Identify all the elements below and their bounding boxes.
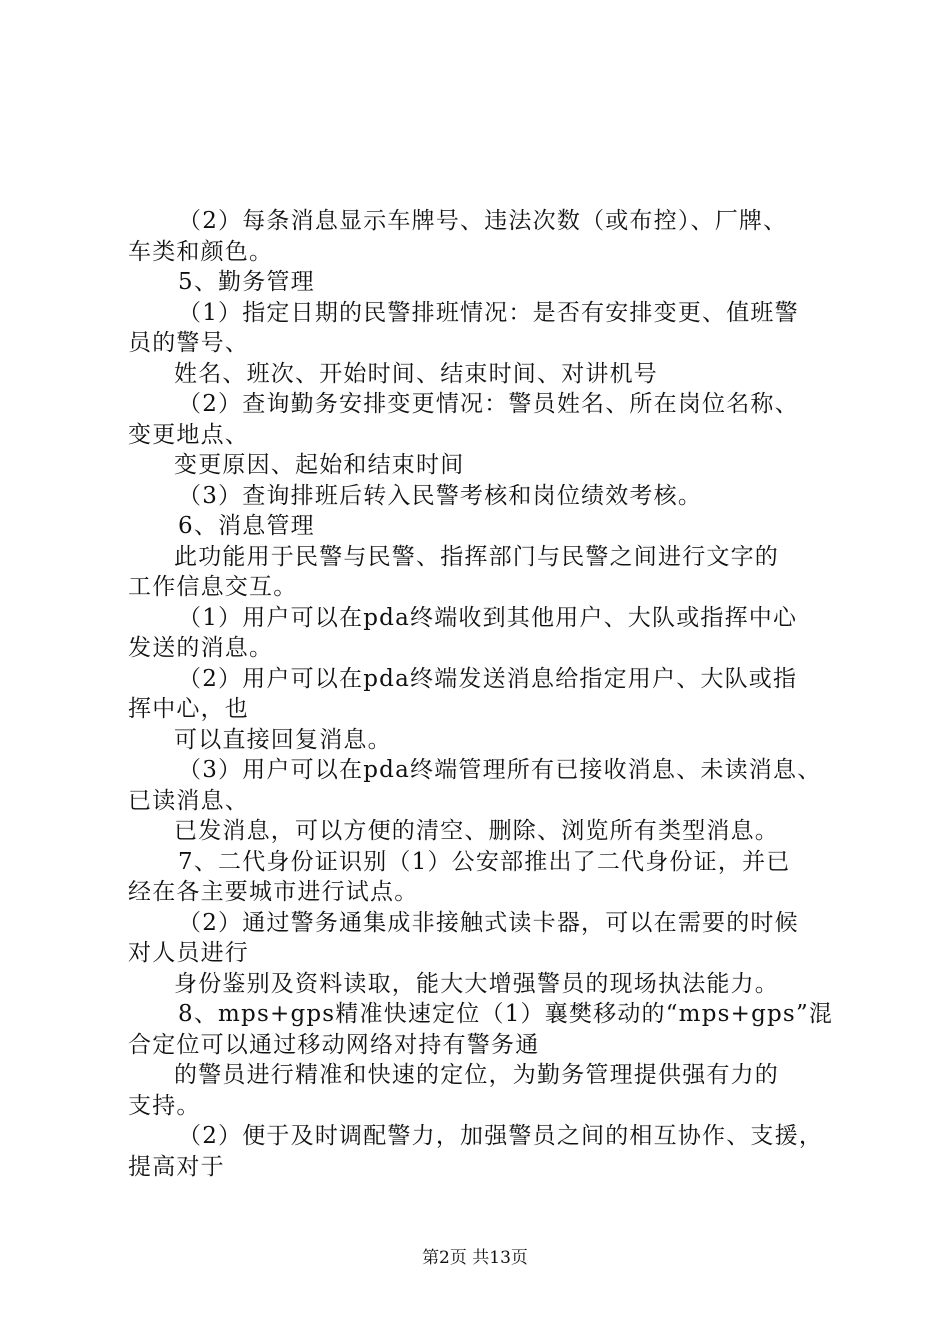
text-line: 工作信息交互。 bbox=[128, 574, 298, 600]
text-line: （1）指定日期的民警排班情况：是否有安排变更、值班警 bbox=[178, 299, 799, 326]
text-line: 变更地点、 bbox=[128, 421, 249, 448]
text-line: 6、消息管理 bbox=[178, 513, 315, 539]
text-line: 身份鉴别及资料读取，能大大增强警员的现场执法能力。 bbox=[174, 970, 779, 997]
text-line: 支持。 bbox=[128, 1092, 201, 1119]
text-line: 发送的消息。 bbox=[128, 635, 274, 661]
text-line: （1）用户可以在pda终端收到其他用户、大队或指挥中心 bbox=[178, 604, 798, 631]
text-line: 7、二代身份证识别（1）公安部推出了二代身份证，并已 bbox=[178, 848, 791, 875]
text-line: 提高对于 bbox=[128, 1153, 225, 1180]
text-line: 员的警号、 bbox=[128, 330, 249, 356]
text-line: 合定位可以通过移动网络对持有警务通 bbox=[128, 1031, 540, 1058]
text-line: （2）每条消息显示车牌号、违法次数（或布控）、厂牌、 bbox=[178, 208, 788, 234]
document-body bbox=[128, 206, 848, 1182]
text-line: 车类和颜色。 bbox=[128, 238, 274, 265]
text-line: 的警员进行精准和快速的定位，为勤务管理提供强有力的 bbox=[174, 1062, 779, 1088]
text-line: 已读消息、 bbox=[128, 787, 249, 814]
text-line: 变更原因、起始和结束时间 bbox=[174, 452, 465, 478]
text-line: （2）便于及时调配警力，加强警员之间的相互协作、支援， bbox=[178, 1123, 824, 1149]
text-line: 挥中心，也 bbox=[128, 696, 249, 722]
page-footer: 第2页 共13页 bbox=[422, 1248, 528, 1268]
text-line: 经在各主要城市进行试点。 bbox=[128, 879, 419, 905]
text-line: 8、mps+gps精准快速定位（1）襄樊移动的“mps+gps”混 bbox=[178, 1001, 834, 1027]
text-line: 可以直接回复消息。 bbox=[174, 726, 392, 753]
text-line: 已发消息，可以方便的清空、删除、浏览所有类型消息。 bbox=[174, 818, 779, 844]
text-line: （3）查询排班后转入民警考核和岗位绩效考核。 bbox=[178, 482, 703, 509]
text-line: （2）查询勤务安排变更情况：警员姓名、所在岗位名称、 bbox=[178, 391, 799, 417]
text-line: 此功能用于民警与民警、指挥部门与民警之间进行文字的 bbox=[174, 543, 779, 570]
text-line: 姓名、班次、开始时间、结束时间、对讲机号 bbox=[174, 360, 658, 387]
text-line: 5、勤务管理 bbox=[178, 269, 315, 295]
text-line: 对人员进行 bbox=[128, 940, 249, 966]
text-line: （2）用户可以在pda终端发送消息给指定用户、大队或指 bbox=[178, 665, 798, 692]
text-line: （2）通过警务通集成非接触式读卡器，可以在需要的时候 bbox=[178, 909, 799, 936]
text-line: （3）用户可以在pda终端管理所有已接收消息、未读消息、 bbox=[178, 757, 822, 783]
